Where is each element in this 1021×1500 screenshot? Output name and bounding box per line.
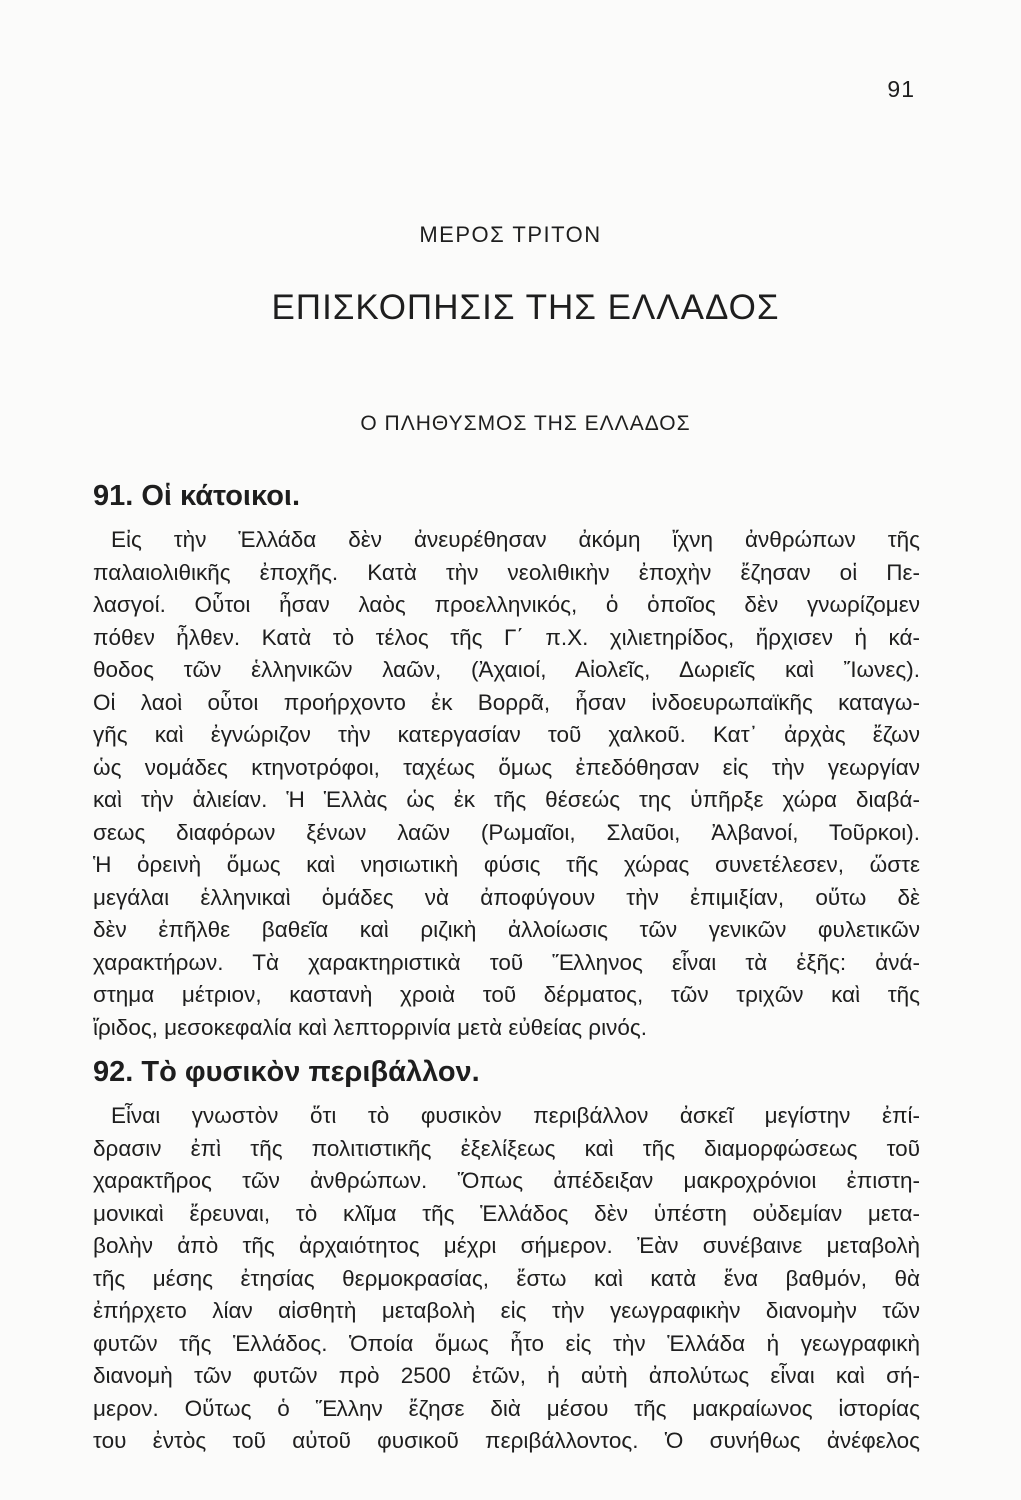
section-paragraph-91: [93, 524, 920, 1044]
text-line: ὡς νομάδες κτηνοτρόφοι, ταχέως ὅμως ἐπεδόθησαν εἰς τὴν γεωργίαν: [93, 754, 920, 780]
text-line: λασγοί. Οὗτοι ἦσαν λαὸς προελληνικός, ὁ ὁποῖος δὲν γνωρίζομεν: [93, 592, 920, 617]
text-line: Εἰς τὴν Ἑλλάδα δὲν ἀνευρέθησαν ἀκόμη ἴχνη ἀνθρώπων τῆς: [111, 527, 920, 552]
text-line: γῆς καὶ ἐγνώριζον τὴν κατεργασίαν τοῦ χαλκοῦ. Κατ᾿ ἀρχὰς ἔζων: [93, 722, 920, 747]
text-line: θοδος τῶν ἑλληνικῶν λαῶν, (Ἀχαιοί, Αἰολεῖς, Δωριεῖς καὶ Ἴωνες).: [93, 657, 920, 682]
text-line: Εἶναι γνωστὸν ὅτι τὸ φυσικὸν περιβάλλον ἀσκεῖ μεγίστην ἐπί-: [111, 1103, 920, 1128]
text-line: πόθεν ἦλθεν. Κατὰ τὸ τέλος τῆς Γ΄ π.Χ. χιλιετηρίδος, ἤρχισεν ἡ κά-: [93, 624, 920, 650]
text-line: σεως διαφόρων ξένων λαῶν (Ρωμαῖοι, Σλαῦοι, Ἀλβανοί, Τοῦρκοι).: [93, 819, 920, 845]
chapter-subtitle: Ο ΠΛΗΘΥΣΜΟΣ ΤΗΣ ΕΛΛΑΔΟΣ: [360, 412, 691, 435]
text-line: μονικαὶ ἔρευναι, τὸ κλῖμα τῆς Ἑλλάδος δὲν ὑπέστη οὐδεμίαν μετα-: [93, 1200, 920, 1226]
text-line: τῆς μέσης ἐτησίας θερμοκρασίας, ἔστω καὶ κατὰ ἕνα βαθμόν, θὰ: [93, 1265, 920, 1291]
page-number: 91: [887, 76, 915, 102]
text-line: φυτῶν τῆς Ἑλλάδος. Ὁποία ὅμως ἦτο εἰς τὴν Ἑλλάδα ἡ γεωγραφικὴ: [93, 1330, 920, 1356]
text-line: δὲν ἐπῆλθε βαθεῖα καὶ ριζικὴ ἀλλοίωσις τῶν γενικῶν φυλετικῶν: [93, 917, 920, 942]
text-line: βολὴν ἀπὸ τῆς ἀρχαιότητος μέχρι σήμερον. Ἐὰν συνέβαινε μεταβολὴ: [93, 1233, 920, 1258]
main-title: ΕΠΙΣΚΟΠΗΣΙΣ ΤΗΣ ΕΛΛΑΔΟΣ: [271, 288, 780, 327]
section-heading-91: 91. Οἱ κάτοικοι.: [93, 480, 301, 512]
text-line: του ἐντὸς τοῦ αὐτοῦ φυσικοῦ περιβάλλοντος. Ὁ συνήθως ἀνέφελος: [93, 1428, 920, 1453]
section-paragraph-92: [93, 1100, 920, 1458]
text-line: στημα μέτριον, καστανὴ χροιὰ τοῦ δέρματος, τῶν τριχῶν καὶ τῆς: [93, 982, 920, 1007]
text-line: καὶ τὴν ἁλιείαν. Ἡ Ἑλλὰς ὡς ἐκ τῆς θέσεώς της ὑπῆρξε χώρα διαβά-: [93, 787, 920, 812]
section-heading-92: 92. Τὸ φυσικὸν περιβάλλον.: [93, 1056, 480, 1088]
text-line: μεγάλαι ἑλληνικαὶ ὁμάδες νὰ ἀποφύγουν τὴν ἐπιμιξίαν, οὕτω δὲ: [93, 884, 920, 910]
text-line: ἐπήρχετο λίαν αἰσθητὴ μεταβολὴ εἰς τὴν γεωγραφικὴν διανομὴν τῶν: [93, 1298, 920, 1323]
text-line: χαρακτῆρος τῶν ἀνθρώπων. Ὅπως ἀπέδειξαν μακροχρόνιοι ἐπιστη-: [93, 1168, 920, 1193]
text-line: παλαιολιθικῆς ἐποχῆς. Κατὰ τὴν νεολιθικὴν ἐποχὴν ἔζησαν οἱ Πε-: [93, 559, 920, 585]
text-line: δρασιν ἐπὶ τῆς πολιτιστικῆς ἐξελίξεως καὶ τῆς διαμορφώσεως τοῦ: [93, 1135, 920, 1161]
text-line: μερον. Οὕτως ὁ Ἕλλην ἔζησε διὰ μέσου τῆς μακραίωνος ἱστορίας: [93, 1395, 920, 1421]
text-line: Ἡ ὀρεινὴ ὅμως καὶ νησιωτικὴ φύσις τῆς χώρας συνετέλεσεν, ὥστε: [93, 852, 920, 877]
text-line: διανομὴ τῶν φυτῶν πρὸ 2500 ἐτῶν, ἡ αὐτὴ ἀπολύτως εἶναι καὶ σή-: [93, 1363, 920, 1388]
text-line: χαρακτήρων. Τὰ χαρακτηριστικὰ τοῦ Ἕλληνος εἶναι τὰ ἑξῆς: ἀνά-: [93, 949, 920, 975]
text-line: ἴριδος, μεσοκεφαλία καὶ λεπτορρινία μετὰ εὐθείας ρινός.: [93, 1014, 647, 1040]
part-label: ΜΕΡΟΣ ΤΡΙΤΟΝ: [419, 222, 602, 247]
text-line: Οἱ λαοὶ οὗτοι προήρχοντο ἐκ Βορρᾶ, ἦσαν ἰνδοευρωπαϊκῆς καταγω-: [93, 689, 920, 715]
